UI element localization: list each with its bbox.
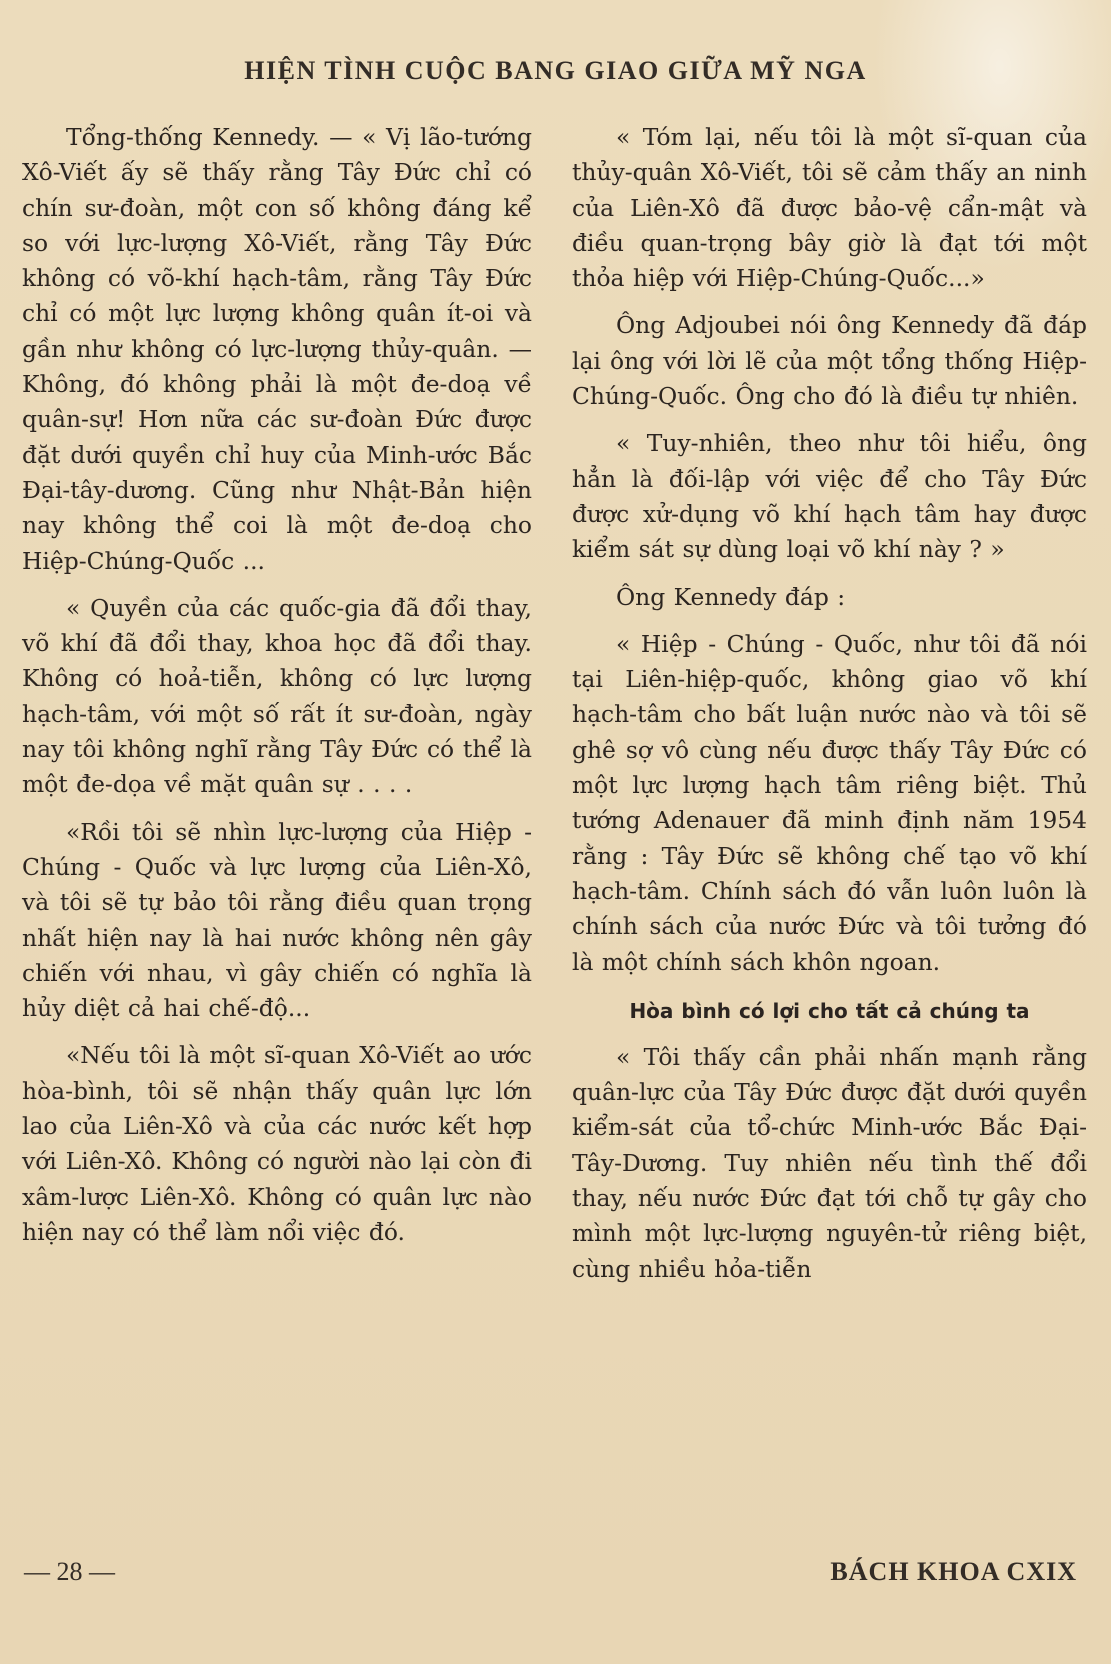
paragraph: Tổng-thống Kennedy. — « Vị lão-tướng Xô-Viết ấy sẽ thấy rằng Tây Đức chỉ có chín sư-đoàn, một con số không đáng kể so với lực-lượng Xô-Viết, rằng Tây Đức không có võ-khí hạch-tâm, rằng Tây Đức chỉ có một lực lượng không quân ít-oi và gần như không có lực-lượng thủy-quân. — Không, đó không phải là một đe-doạ về quân-sự! Hơn nữa các sư-đoàn Đức được đặt dưới quyền chỉ huy của Minh-ước Bắc Đại-tây-dương. Cũng như Nhật-Bản hiện nay không thể coi là một đe-doạ cho Hiệp-Chúng-Quốc ... bbox=[22, 123, 532, 575]
right-column bbox=[572, 120, 1087, 1299]
paragraph: Ông Adjoubei nói ông Kennedy đã đáp lại ông với lời lẽ của một tổng thống Hiệp-Chúng-Quốc. Ông cho đó là điều tự nhiên. bbox=[572, 311, 1087, 411]
running-title: HIỆN TÌNH CUỘC BANG GIAO GIỮA MỸ NGA bbox=[244, 56, 867, 85]
paragraph: « Tôi thấy cần phải nhấn mạnh rằng quân-lực của Tây Đức được đặt dưới quyền kiểm-sát của tổ-chức Minh-ước Bắc Đại-Tây-Dương. Tuy nhiên nếu tình thế đổi thay, nếu nước Đức đạt tới chỗ tự gây cho mình một lực-lượng nguyên-tử riêng biệt, cùng nhiều hỏa-tiễn bbox=[572, 1042, 1087, 1283]
paragraph: « Quyền của các quốc-gia đã đổi thay, võ khí đã đổi thay, khoa học đã đổi thay. Không có hoả-tiễn, không có lực lượng hạch-tâm, với một số rất ít sư-đoàn, ngày nay tôi không nghĩ rằng Tây Đức có thể là một đe-dọa về mặt quân sự . . . . bbox=[22, 593, 532, 799]
paragraph: « Hiệp - Chúng - Quốc, như tôi đã nói tại Liên-hiệp-quốc, không giao võ khí hạch-tâm cho bất luận nước nào và tôi sẽ ghê sợ vô cùng nếu được thấy Tây Đức có một lực lượng hạch tâm riêng biệt. Thủ tướng Adenauer đã minh định năm 1954 rằng : Tây Đức sẽ không chế tạo võ khí hạch-tâm. Chính sách đó vẫn luôn luôn là chính sách của nước Đức và tôi tưởng đó là một chính sách khôn ngoan. bbox=[572, 629, 1087, 976]
left-column bbox=[22, 120, 532, 1262]
paragraph: « Tóm lại, nếu tôi là một sĩ-quan của thủy-quân Xô-Viết, tôi sẽ cảm thấy an ninh của Liên-Xô đã được bảo-vệ cẩn-mật và điều quan-trọng bây giờ là đạt tới một thỏa hiệp với Hiệp-Chúng-Quốc...» bbox=[572, 123, 1087, 293]
section-subheading: Hòa bình có lợi cho tất cả chúng ta bbox=[629, 998, 1030, 1023]
page-number: — 28 — bbox=[24, 1557, 115, 1586]
paragraph: Ông Kennedy đáp : bbox=[616, 582, 846, 611]
paragraph: « Tuy-nhiên, theo như tôi hiểu, ông hẳn là đối-lập với việc để cho Tây Đức được xử-dụng võ khí hạch tâm hay được kiểm sát sự dùng loại võ khí này ? » bbox=[572, 429, 1087, 564]
paragraph: «Nếu tôi là một sĩ-quan Xô-Viết ao ước hòa-bình, tôi sẽ nhận thấy quân lực lớn lao của Liên-Xô và của các nước kết hợp với Liên-Xô. Không có người nào lại còn đi xâm-lược Liên-Xô. Không có quân lực nào hiện nay có thể làm nổi việc đó. bbox=[22, 1041, 532, 1246]
journal-name: BÁCH KHOA CXIX bbox=[830, 1557, 1077, 1586]
paragraph: «Rồi tôi sẽ nhìn lực-lượng của Hiệp - Chúng - Quốc và lực lượng của Liên-Xô, và tôi sẽ tự bảo tôi rằng điều quan trọng nhất hiện nay là hai nước không nên gây chiến với nhau, vì gây chiến có nghĩa là hủy diệt cả hai chế-độ... bbox=[22, 817, 532, 1023]
